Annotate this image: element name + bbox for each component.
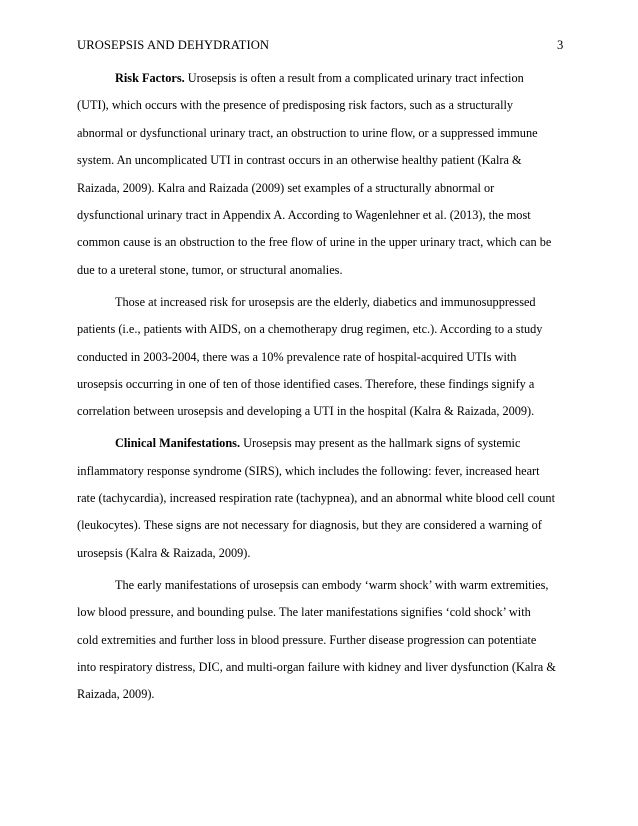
paragraph-shock-stages: [77, 572, 572, 709]
text-line: correlation between urosepsis and developing a UTI in the hospital (Kalra & Raizada, 2009).: [77, 404, 535, 419]
paragraph-risk-groups: [77, 289, 572, 426]
text-line: The early manifestations of urosepsis can embody ‘warm shock’ with warm extremities,: [115, 577, 549, 592]
text-line: rate (tachycardia), increased respiration rate (tachypnea), and an abnormal white blood cell count: [77, 491, 555, 506]
paragraph-risk-factors: [77, 65, 572, 284]
text-line: Risk Factors. Urosepsis is often a result from a complicated urinary tract infection: [115, 71, 524, 85]
page-number: 3: [557, 38, 564, 52]
running-head: UROSEPSIS AND DEHYDRATION: [77, 38, 270, 52]
text-line: Raizada, 2009). Kalra and Raizada (2009) set examples of a structurally abnormal or: [77, 180, 495, 195]
text-line: urosepsis occurring in one of ten of those identified cases. Therefore, these findings signify a: [77, 376, 535, 391]
text-line: due to a ureteral stone, tumor, or structural anomalies.: [77, 262, 343, 277]
section-heading-risk-factors: Risk Factors.: [115, 71, 185, 85]
section-heading-clinical-manifestations: Clinical Manifestations.: [115, 436, 241, 451]
text-line: low blood pressure, and bounding pulse. The later manifestations signifies ‘cold shock’ with: [77, 605, 531, 620]
text-line: (leukocytes). These signs are not necessary for diagnosis, but they are considered a warning of: [77, 518, 542, 533]
text-line: inflammatory response syndrome (SIRS), which includes the following: fever, increased heart: [77, 463, 540, 478]
text-line: abnormal or dysfunctional urinary tract, an obstruction to urine flow, or a suppressed immune: [77, 125, 538, 140]
text-line: Raizada, 2009).: [77, 687, 155, 702]
text-line: into respiratory distress, DIC, and multi-organ failure with kidney and liver dysfunction (Kalra &: [77, 659, 556, 674]
text-line: patients (i.e., patients with AIDS, on a chemotherapy drug regimen, etc.). According to a study: [77, 322, 543, 337]
text-line: common cause is an obstruction to the free flow of urine in the upper urinary tract, which can be: [77, 235, 552, 250]
document-body: [77, 65, 572, 709]
text-line: Those at increased risk for urosepsis are the elderly, diabetics and immunosuppressed: [115, 294, 536, 309]
text-line: (UTI), which occurs with the presence of predisposing risk factors, such as a structurally: [77, 98, 514, 113]
text-line: conducted in 2003-2004, there was a 10% prevalence rate of hospital-acquired UTIs with: [77, 349, 517, 364]
text-line: dysfunctional urinary tract in Appendix A. According to Wagenlehner et al. (2013), the most: [77, 207, 531, 222]
paragraph-clinical-manifestations: [77, 430, 572, 567]
text-line: cold extremities and further loss in blood pressure. Further disease progression can potentiate: [77, 632, 537, 647]
text-line: system. An uncomplicated UTI in contrast occurs in an otherwise healthy patient (Kalra &: [77, 153, 522, 168]
text-line: Clinical Manifestations. Urosepsis may present as the hallmark signs of systemic: [115, 436, 521, 451]
text-line: urosepsis (Kalra & Raizada, 2009).: [77, 545, 251, 560]
